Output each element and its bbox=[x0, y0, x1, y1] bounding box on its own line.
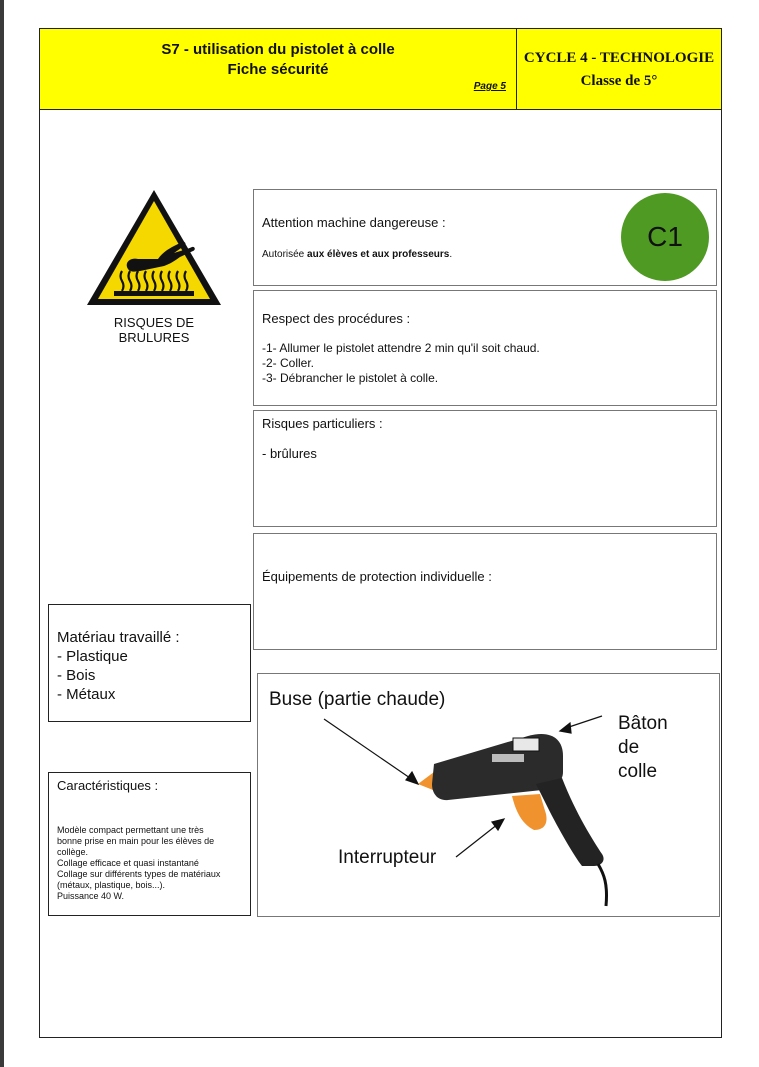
header-cycle-block bbox=[516, 28, 722, 110]
hazard-label: RISQUES DE BRULURES bbox=[113, 315, 195, 345]
procedures-title: Respect des procédures : bbox=[262, 311, 411, 326]
class-label: Classe de 5° bbox=[580, 73, 658, 89]
header-title-block bbox=[39, 28, 517, 110]
attention-text: Autorisée aux élèves et aux professeurs. bbox=[262, 249, 453, 260]
cycle-label: CYCLE 4 - TECHNOLOGIE bbox=[523, 50, 715, 66]
header-subtitle: Fiche sécurité bbox=[227, 61, 329, 78]
materiau-title: Matériau travaillé : bbox=[57, 629, 180, 646]
page-number: Page 5 bbox=[473, 81, 506, 92]
burn-hazard-warning-icon bbox=[84, 187, 224, 314]
caracteristiques-title: Caractéristiques : bbox=[57, 778, 159, 793]
materiau-item: - Plastique bbox=[57, 648, 128, 665]
procedure-step: -1- Allumer le pistolet attendre 2 min qu'il soit chaud. bbox=[262, 341, 540, 355]
procedure-step: -3- Débrancher le pistolet à colle. bbox=[262, 371, 439, 385]
procedures-steps bbox=[262, 341, 540, 386]
header-title: S7 - utilisation du pistolet à colle bbox=[161, 41, 395, 58]
procedure-step: -2- Coller. bbox=[262, 356, 315, 370]
attention-title: Attention machine dangereuse : bbox=[262, 215, 446, 230]
window-edge bbox=[0, 0, 4, 1067]
materiau-list bbox=[57, 628, 180, 704]
callout-interrupteur: Interrupteur bbox=[338, 847, 437, 868]
risques-title: Risques particuliers : bbox=[262, 416, 383, 431]
risque-item: - brûlures bbox=[262, 446, 317, 461]
callout-baton: Bâton de colle bbox=[618, 713, 668, 782]
materiau-item: - Métaux bbox=[57, 686, 116, 703]
caracteristiques-text: Modèle compact permettant une très bonne prise en main pour les élèves de collège. Collage efficace et quasi instantané Collage sur différents types de matériaux (métaux, plastique, bois...). Puissance 40 W. bbox=[57, 825, 221, 901]
c1-badge: C1 bbox=[621, 193, 709, 281]
epi-box bbox=[253, 533, 717, 650]
epi-title: Équipements de protection individuelle : bbox=[262, 569, 492, 584]
callout-buse: Buse (partie chaude) bbox=[269, 689, 446, 710]
materiau-item: - Bois bbox=[57, 667, 96, 684]
